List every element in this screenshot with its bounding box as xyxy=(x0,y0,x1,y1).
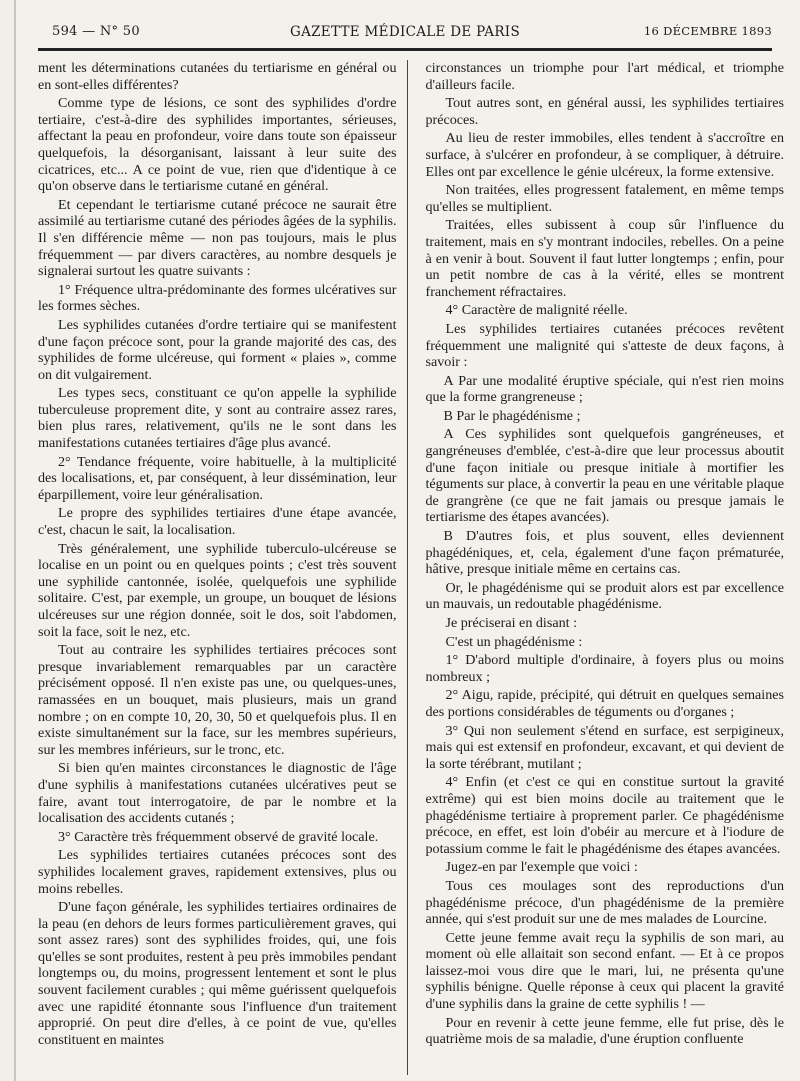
paragraph: Pour en revenir à cette jeune femme, elle fut prise, dès le quatrième mois de sa maladie, d'une éruption confluente xyxy=(425,1014,784,1048)
paragraph: Or, le phagédénisme qui se produit alors est par excellence un mauvais, un redoutable phagédénisme. xyxy=(425,579,784,613)
paragraph: B D'autres fois, et plus souvent, elles deviennent phagédéniques, et, cela, également d'une façon prématurée, hâtive, presque initiale même en certains cas. xyxy=(425,528,784,578)
paragraph: B Par le phagédénisme ; xyxy=(443,407,581,424)
paragraph: Les syphilides cutanées d'ordre tertiaire qui se manifestent d'une façon précoce sont, pour la grande majorité des cas, des syphilides de forme ulcéreuse, qui forment « plaies », comme on dit vulgairement. xyxy=(38,316,397,383)
right-column xyxy=(426,60,785,1075)
paragraph: Je préciserai en disant : xyxy=(445,615,577,631)
paragraph: 1° D'abord multiple d'ordinaire, à foyers plus ou moins nombreux ; xyxy=(425,652,784,685)
paragraph: Les syphilides tertiaires cutanées précoces revêtent fréquemment une malignité qui s'atteste de deux façons, à savoir : xyxy=(425,320,784,371)
paragraph: Tous ces moulages sont des reproductions d'un phagédénisme précoce, d'un phagédénisme de la première année, qui s'est produit sur une de mes malades de Lourcine. xyxy=(425,877,784,928)
paragraph: 1° Fréquence ultra-prédominante des formes ulcératives sur les formes sèches. xyxy=(38,281,397,315)
paragraph: circonstances un triomphe pour l'art médical, et triomphe d'ailleurs facile. xyxy=(425,60,784,93)
page-number: 594 — N° 50 xyxy=(52,24,140,39)
issue-date: 16 DÉCEMBRE 1893 xyxy=(643,24,772,38)
paragraph: Et cependant le tertiarisme cutané précoce ne saurait être assimilé au tertiarisme cutané des périodes âgées de la syphilis. Il s'en différencie même — non pas toujours, mais le plus fréquemment — par divers caractères, au nombre desquels je signalerai surtout les quatre suivants : xyxy=(38,196,397,280)
paragraph: Le propre des syphilides tertiaires d'une étape avancée, c'est, chacun le sait, la localisation. xyxy=(38,505,397,539)
page-header xyxy=(38,20,772,46)
paragraph: Cette jeune femme avait reçu la syphilis de son mari, au moment où elle allaitait son second enfant. — Et à ce propos laissez-moi vous dire que le mari, lui, ne présenta qu'une syphilis bénigne. Quelle réponse à ceux qui placent la gravité d'une syphilis dans la graine de cette syphilis ! — xyxy=(425,929,784,1013)
paragraph: 3° Qui non seulement s'étend en surface, est serpigineux, mais qui est extensif en profondeur, excavant, et qui devient de la sorte térébrant, mutilant ; xyxy=(425,722,784,772)
left-column xyxy=(38,60,408,1075)
paragraph: 2° Tendance fréquente, voire habituelle, à la multiplicité des localisations, et, par conséquent, à leur dissémination, leur éparpillement, voire leur généralisation. xyxy=(38,453,397,503)
paragraph: D'une façon générale, les syphilides tertiaires ordinaires de la peau (en dehors de leurs formes particulièrement graves, qui sont assez rares) sont des syphilides froides, qui, une fois qu'elles se sont produites, restent à peu près immobiles pendant longtemps ou, du moins, progressent lentement et sont le plus souvent facilement curables ; qui même guérissent quelquefois avec une rapidité étonnante sous l'influence d'un traitement approprié. On peut dire d'elles, à ce point de vue, qu'elles constituent en maintes xyxy=(38,899,397,1048)
paragraph: C'est un phagédénisme : xyxy=(445,633,583,650)
paragraph: Au lieu de rester immobiles, elles tendent à s'accroître en surface, à s'ulcérer en profondeur, à se compliquer, à détruire. Elles ont par excellence le génie ulcéreux, la forme extensive. xyxy=(425,130,784,180)
paragraph: A Par une modalité éruptive spéciale, qui n'est rien moins que la forme grangreneuse ; xyxy=(425,372,784,406)
paragraph: Traitées, elles subissent à coup sûr l'influence du traitement, mais en s'y montrant indociles, rebelles. On a peine à en venir à bout. Souvent il faut lutter longtemps ; enfin, pour un petit nombre de cas à la vérité, elles se montrent franchement réfractaires. xyxy=(425,217,784,300)
paragraph: Les syphilides tertiaires cutanées précoces sont des syphilides localement graves, rapidement extensives, plus ou moins rebelles. xyxy=(38,847,397,897)
paragraph: 3° Caractère très fréquemment observé de gravité locale. xyxy=(58,828,379,845)
text-columns xyxy=(38,60,784,1075)
paragraph: A Ces syphilides sont quelquefois gangréneuses, et gangréneuses d'emblée, c'est-à-dire que leur processus aboutit d'une façon initiale ou presque initiale à mortifier les téguments sur place, à convertir la peau en une véritable plaque de grangrène (ce que ne fait jamais ou presque jamais le tertiarisme des étapes avancées). xyxy=(425,426,784,526)
paragraph: Très généralement, une syphilide tuberculo-ulcéreuse se localise en un point ou en quelques points ; c'est très souvent une syphilide cantonnée, isolée, quelquefois une syphilide solitaire. C'est, par exemple, un groupe, un bouquet de lésions ulcéreuses sur une région donnée, soit le dos, soit l'abdomen, soit la face, soit le nez, etc. xyxy=(38,540,397,640)
paragraph: Non traitées, elles progressent fatalement, en même temps qu'elles se multiplient. xyxy=(425,182,784,215)
paragraph: 4° Enfin (et c'est ce qui en constitue surtout la gravité extrême) qui est bien moins docile au traitement que le phagédénisme tertiaire à proprement parler. Ce phagédénisme précoce, en effet, est loin d'obéir au mercure et à l'iodure de potassium comme le fait le phagédénisme des étapes avancées. xyxy=(425,774,784,857)
paragraph: 2° Aigu, rapide, précipité, qui détruit en quelques semaines des portions considérables de téguments ou d'organes ; xyxy=(425,687,784,720)
journal-title: GAZETTE MÉDICALE DE PARIS xyxy=(289,24,520,40)
paragraph: Jugez-en par l'exemple que voici : xyxy=(445,859,638,876)
header-rule xyxy=(38,48,772,51)
paragraph: Tout autres sont, en général aussi, les syphilides tertiaires précoces. xyxy=(425,95,784,128)
paragraph: Si bien qu'en maintes circonstances le diagnostic de l'âge d'une syphilis à manifestations cutanées ulcératives peut se faire, avant tout interrogatoire, de par le nombre et la localisation des accidents cutanés ; xyxy=(38,760,397,827)
paragraph: 4° Caractère de malignité réelle. xyxy=(445,302,628,319)
paragraph: Tout au contraire les syphilides tertiaires précoces sont presque invariablement remarquables par un caractère précisément opposé. Il n'en existe pas une, ou quelques-unes, ramassées en un bouquet, mais plusieurs, mais un grand nombre ; on en compte 10, 20, 30, 50 et quelquefois plus. Il en existe simultanément sur la face, sur les membres supérieurs, sur les membres inférieurs, sur le tronc, etc. xyxy=(38,642,397,758)
paragraph: ment les déterminations cutanées du tertiarisme en général ou en sont-elles différentes? xyxy=(38,60,397,93)
paragraph: Les types secs, constituant ce qu'on appelle la syphilide tuberculeuse proprement dite, y sont au contraire assez rares, bien plus rares, relativement, qu'ils ne le sont dans les manifestations cutanées tertiaires d'âge plus avancé. xyxy=(38,385,397,452)
paragraph: Comme type de lésions, ce sont des syphilides d'ordre tertiaire, c'est-à-dire des syphilides importantes, sérieuses, affectant la peau en profondeur, voire dans toute son épaisseur quelquefois, la désorganisant, laissant à leur suite des cicatrices, etc... A ce point de vue, rien que d'identique à ce qu'on observe dans le tertiarisme cutané en général. xyxy=(38,95,397,195)
newspaper-page xyxy=(14,0,800,1081)
